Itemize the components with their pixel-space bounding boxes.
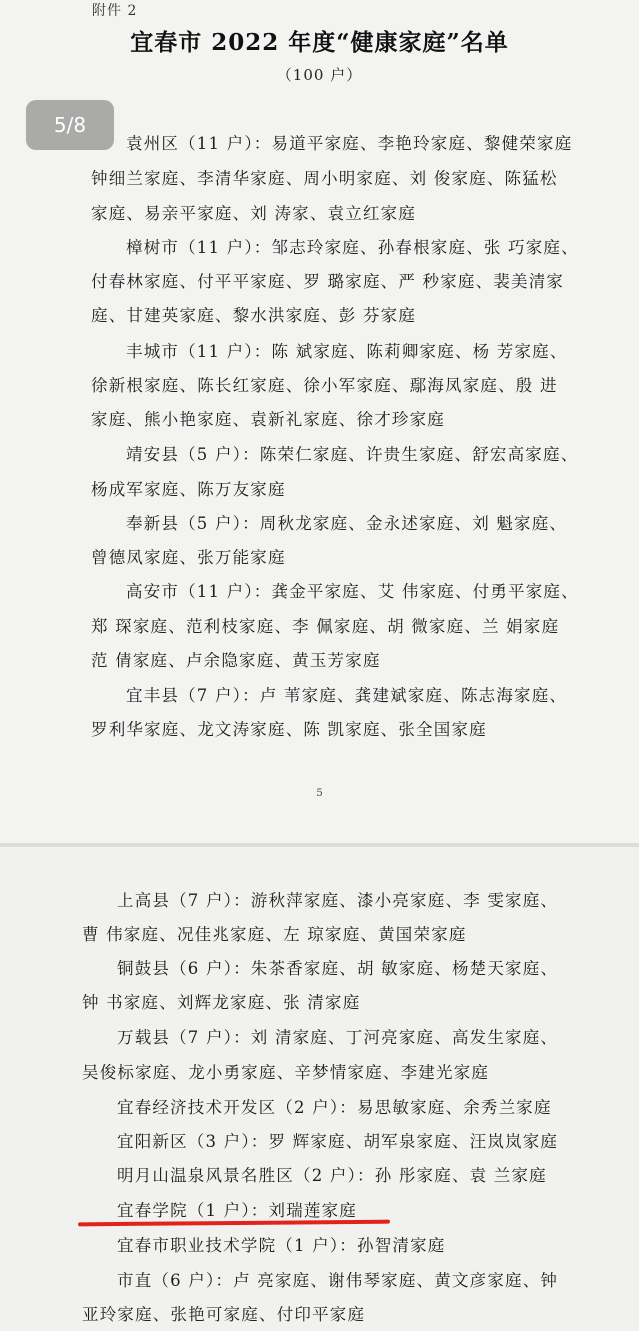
text-line: 宜春市职业技术学院（1 户）：孙智清家庭: [117, 1236, 446, 1255]
text-line: 樟树市（11 户）：邹志玲家庭、孙春根家庭、张 巧家庭、: [126, 238, 579, 257]
text-line: 上高县（7 户）：游秋萍家庭、漆小亮家庭、李 雯家庭、: [117, 891, 559, 910]
text-line: 杨成军家庭、陈万友家庭: [91, 480, 286, 499]
document-title: 宜春市 2022 年度“健康家庭”名单: [130, 29, 509, 56]
text-line: 钟细兰家庭、李清华家庭、周小明家庭、刘 俊家庭、陈猛松: [91, 169, 558, 188]
text-line: 宜丰县（7 户）：卢 苇家庭、龚建斌家庭、陈志海家庭、: [126, 686, 568, 705]
page-number: 5: [316, 788, 323, 799]
highlighted-entry: 宜春学院（1 户）：刘瑞莲家庭: [117, 1201, 357, 1220]
document-subtitle: （100 户）: [276, 66, 363, 84]
text-line: 钟 书家庭、刘辉龙家庭、张 清家庭: [82, 993, 361, 1012]
text-line: 铜鼓县（6 户）：朱茶香家庭、胡 敏家庭、杨楚天家庭、: [117, 959, 559, 978]
text-line: 亚玲家庭、张艳可家庭、付印平家庭: [82, 1305, 366, 1324]
text-line: 袁州区（11 户）：易道平家庭、李艳玲家庭、黎健荣家庭: [126, 134, 573, 153]
text-line: 徐新根家庭、陈长红家庭、徐小军家庭、鄢海凤家庭、殷 进: [91, 376, 558, 395]
page-indicator-badge[interactable]: 5/8: [26, 100, 114, 150]
text-line: 曹 伟家庭、况佳兆家庭、左 琼家庭、黄国荣家庭: [82, 925, 467, 944]
text-line: 丰城市（11 户）：陈 斌家庭、陈莉卿家庭、杨 芳家庭、: [126, 342, 568, 361]
text-line: 吴俊标家庭、龙小勇家庭、辛梦情家庭、李建光家庭: [82, 1063, 490, 1082]
text-line: 郑 琛家庭、范利枝家庭、李 佩家庭、胡 微家庭、兰 娟家庭: [91, 617, 560, 636]
text-line: 明月山温泉风景名胜区（2 户）：孙 彤家庭、袁 兰家庭: [117, 1166, 547, 1185]
text-line: 宜阳新区（3 户）：罗 辉家庭、胡军泉家庭、汪岚岚家庭: [117, 1132, 559, 1151]
text-line: 庭、甘建英家庭、黎水洪家庭、彭 芬家庭: [91, 306, 417, 325]
text-line: 曾德凤家庭、张万能家庭: [91, 548, 286, 567]
text-line: 家庭、易亲平家庭、刘 涛家、袁立红家庭: [91, 204, 417, 223]
text-line: 奉新县（5 户）：周秋龙家庭、金永述家庭、刘 魁家庭、: [126, 514, 568, 533]
text-line: 万载县（7 户）：刘 清家庭、丁河亮家庭、高发生家庭、: [117, 1028, 559, 1047]
document-page-2: [0, 847, 639, 1331]
text-line: 宜春经济技术开发区（2 户）：易思敏家庭、余秀兰家庭: [117, 1098, 552, 1117]
text-line: 市直（6 户）：卢 亮家庭、谢伟琴家庭、黄文彦家庭、钟: [117, 1271, 559, 1290]
text-line: 罗利华家庭、龙文涛家庭、陈 凯家庭、张全国家庭: [91, 720, 487, 739]
text-line: 付春林家庭、付平平家庭、罗 璐家庭、严 秒家庭、裴美清家: [91, 272, 565, 291]
text-line: 家庭、熊小艳家庭、袁新礼家庭、徐才珍家庭: [91, 410, 445, 429]
text-line: 高安市（11 户）：龚金平家庭、艾 伟家庭、付勇平家庭、: [126, 582, 579, 601]
text-line: 靖安县（5 户）：陈荣仁家庭、许贵生家庭、舒宏高家庭、: [126, 445, 579, 464]
attachment-label: 附件 2: [92, 3, 138, 19]
text-line: 范 倩家庭、卢余隐家庭、黄玉芳家庭: [91, 651, 381, 670]
